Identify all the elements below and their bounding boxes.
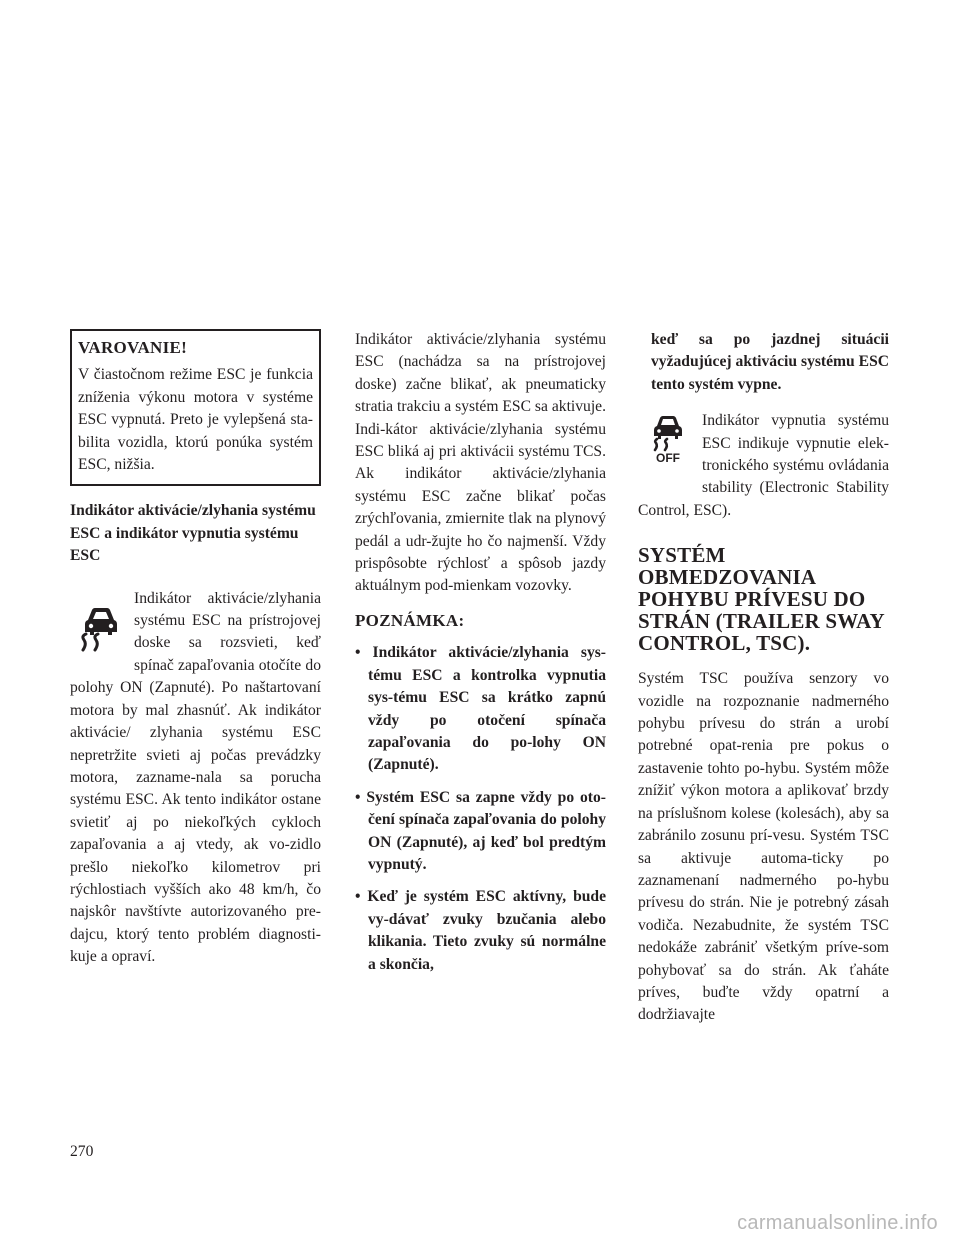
list-item: • Indikátor aktivácie/zlyhania sys-tému ESC a kontrolka vypnutia sys-tému ESC sa krátko zapnú vždy po otočení spínača zapaľovania do po-lohy ON (Zapnuté). xyxy=(355,642,606,776)
bullet-continuation: keď sa po jazdnej situácii vyžadujúcej aktiváciu systému ESC tento systém vypne. xyxy=(651,331,889,393)
esc-indicator-subheading: Indikátor aktivácie/zlyhania systému ESC a indikátor vypnutia systému ESC xyxy=(70,502,316,565)
column-middle xyxy=(355,329,606,986)
esc-off-icon xyxy=(638,410,702,482)
note-title: POZNÁMKA: xyxy=(355,610,465,630)
section-heading: SYSTÉM OBMEDZOVANIA POHYBU PRÍVESU DO STRÁN (TRAILER SWAY CONTROL, TSC). xyxy=(638,543,885,656)
warning-text: V čiastočnom režime ESC je funkcia zníženia výkonu motora v systéme ESC vypnutá. Preto je vylepšená sta-bilita vozidla, ktorú ponúka systém ESC, nižšia. xyxy=(78,366,313,474)
esc-off-paragraph: Indikátor vypnutia systému ESC indikuje vypnutie elek-tronického systému ovládania stability (Electronic Stability Control, ESC). xyxy=(638,412,889,519)
tsc-paragraph: Systém TSC používa senzory vo vozidle na rozpoznanie nadmerného pohybu prívesu do strán a urobí potrebné opat-renia pre pokus o zastavenie tohto po-hybu. Systém môže znížiť výkon motora a aplikovať brzdy na príslušnom kolese (kolesách), aby sa zabránilo zosunu prí-vesu. Systém TSC sa aktivuje automa-ticky po zaznamenaní nadmerného po-hybu prívesu do strán. Nie je potrebný zásah vodiča. Nezabudnite, že systém TSC nedokáže zabrániť všetkým príve-som pohybovať sa do strán. Ak ťaháte príves, buďte vždy opatrní a dodržiavajte xyxy=(638,670,889,1024)
page-number: 270 xyxy=(70,1143,94,1160)
list-item: • Systém ESC sa zapne vždy po oto-čení spínača zapaľovania do polohy ON (Zapnuté), aj keď bol predtým vypnutý. xyxy=(355,787,606,877)
esc-off-label: OFF xyxy=(656,451,680,465)
esc-activation-icon xyxy=(70,588,134,676)
esc-off-block xyxy=(638,410,889,522)
watermark: carmanualsonline.info xyxy=(737,1212,938,1234)
note-bullets xyxy=(355,642,606,976)
column-right xyxy=(638,329,889,1027)
warning-box xyxy=(70,329,321,486)
column-left xyxy=(70,329,321,969)
list-item: • Keď je systém ESC aktívny, bude vy-dávať zvuky bzučania alebo klikania. Tieto zvuky sú normálne a skončia, xyxy=(355,886,606,976)
esc-indicator-block xyxy=(70,588,321,969)
esc-blinking-paragraph: Indikátor aktivácie/zlyhania systému ESC (nachádza sa na prístrojovej doske) začne blikať, ak pneumaticky stratia trakciu a systém ESC sa aktivuje. Indi-kátor aktivácie/zlyhania systému ESC bliká aj pri aktivácii systému TCS. Ak indikátor aktivácie/zlyhania systému ESC začne blikať počas zrýchľovania, zmiernite tlak na plynový pedál a udr-žujte ho čo najmenší. Vždy prispôsobte rýchlosť a spôsob jazdy aktuálnym pod-mienkam vozovky. xyxy=(355,331,606,595)
warning-title: VAROVANIE! xyxy=(78,338,188,357)
esc-indicator-paragraph: Indikátor aktivácie/zlyhania systému ESC na prístrojovej doske sa rozsvieti, keď spínač zapaľovania otočíte do polohy ON (Zapnuté). Po naštartovaní motora by mal zhasnúť. Ak indikátor aktivácie/ zlyhania systému ESC nepretržite svieti aj počas prevádzky motora, zazname-nala sa porucha systému ESC. Ak tento indikátor ostane svietiť aj po niekoľkých cykloch zapaľovania a aj vtedy, ak vo-zidlo prešlo niekoľko kilometrov pri rýchlostiach vyšších ako 48 km/h, čo najskôr navštívte autorizovaného pre-dajcu, ktorý tento problém diagnosti-kuje a opraví. xyxy=(70,589,321,966)
